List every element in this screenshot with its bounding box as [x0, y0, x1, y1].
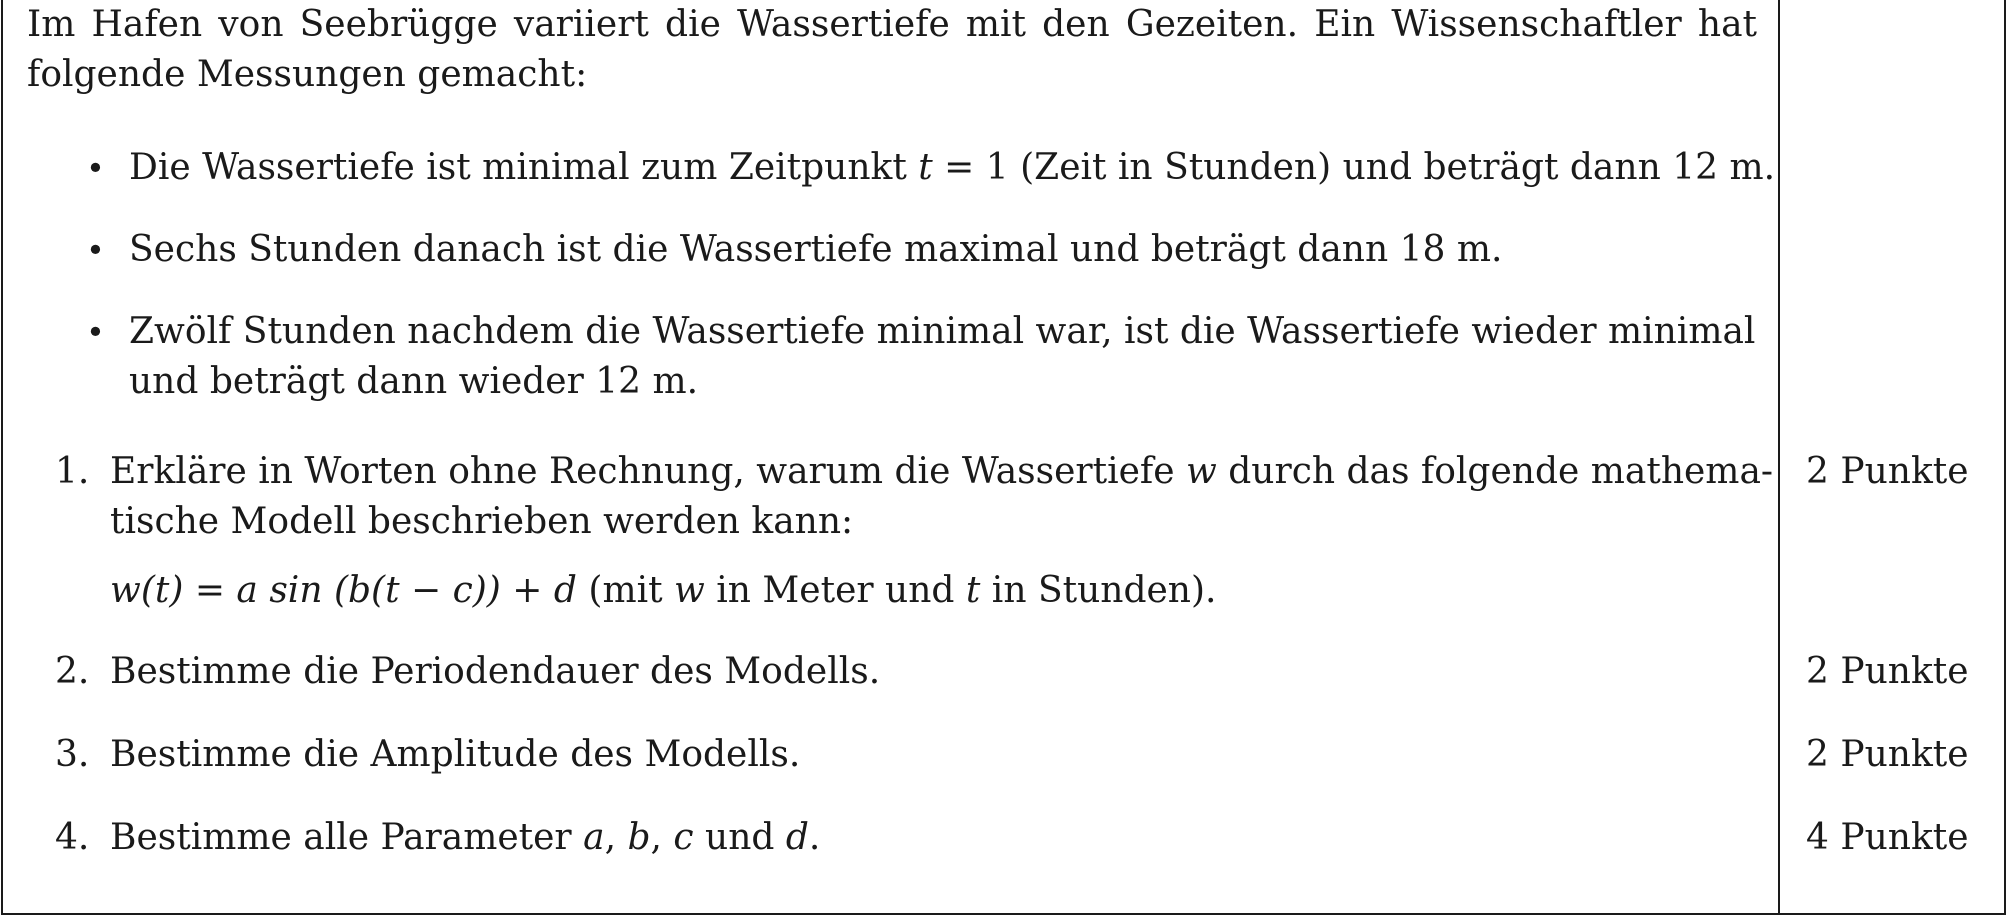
bullet-icon: •	[86, 149, 105, 187]
points-column-divider	[1778, 0, 1780, 915]
question-3-text: Bestimme die Amplitude des Modells.	[110, 734, 801, 775]
bullet-1: Die Wassertiefe ist minimal zum Zeitpunkt t = 1 (Zeit in Stunden) und beträgt dann 12 m.	[129, 147, 1776, 188]
question-1-formula: w(t) = a sin (b(t − c)) + d (mit w in Meter und t in Stunden).	[110, 570, 1217, 611]
bullet-2: Sechs Stunden danach ist die Wassertiefe maximal und beträgt dann 18 m.	[129, 229, 1503, 270]
question-1-line-1: Erkläre in Worten ohne Rechnung, warum die Wassertiefe w durch das folgende mathema-	[110, 451, 1774, 492]
question-2-text: Bestimme die Periodendauer des Modells.	[110, 651, 881, 692]
question-2-number: 2.	[55, 651, 90, 692]
question-3-number: 3.	[55, 734, 90, 775]
question-2-points: 2 Punkte	[1806, 651, 1969, 692]
question-4-points: 4 Punkte	[1806, 817, 1969, 858]
bullet-3-line-1: Zwölf Stunden nachdem die Wassertiefe minimal war, ist die Wassertiefe wieder minimal	[129, 311, 1756, 352]
bullet-icon: •	[86, 313, 105, 351]
question-1-number: 1.	[55, 451, 90, 492]
bullet-3-line-2: und beträgt dann wieder 12 m.	[129, 361, 699, 402]
question-1-line-2: tische Modell beschrieben werden kann:	[110, 501, 854, 542]
question-4-text: Bestimme alle Parameter a, b, c und d.	[110, 817, 821, 858]
bullet-icon: •	[86, 231, 105, 269]
question-3-points: 2 Punkte	[1806, 734, 1969, 775]
question-1-points: 2 Punkte	[1806, 451, 1969, 492]
intro-text: Im Hafen von Seebrügge variiert die Wassertiefe mit den Gezeiten. Ein Wissenschaftler hat folgende Messungen gemacht:	[27, 4, 1757, 95]
question-4-number: 4.	[55, 817, 90, 858]
